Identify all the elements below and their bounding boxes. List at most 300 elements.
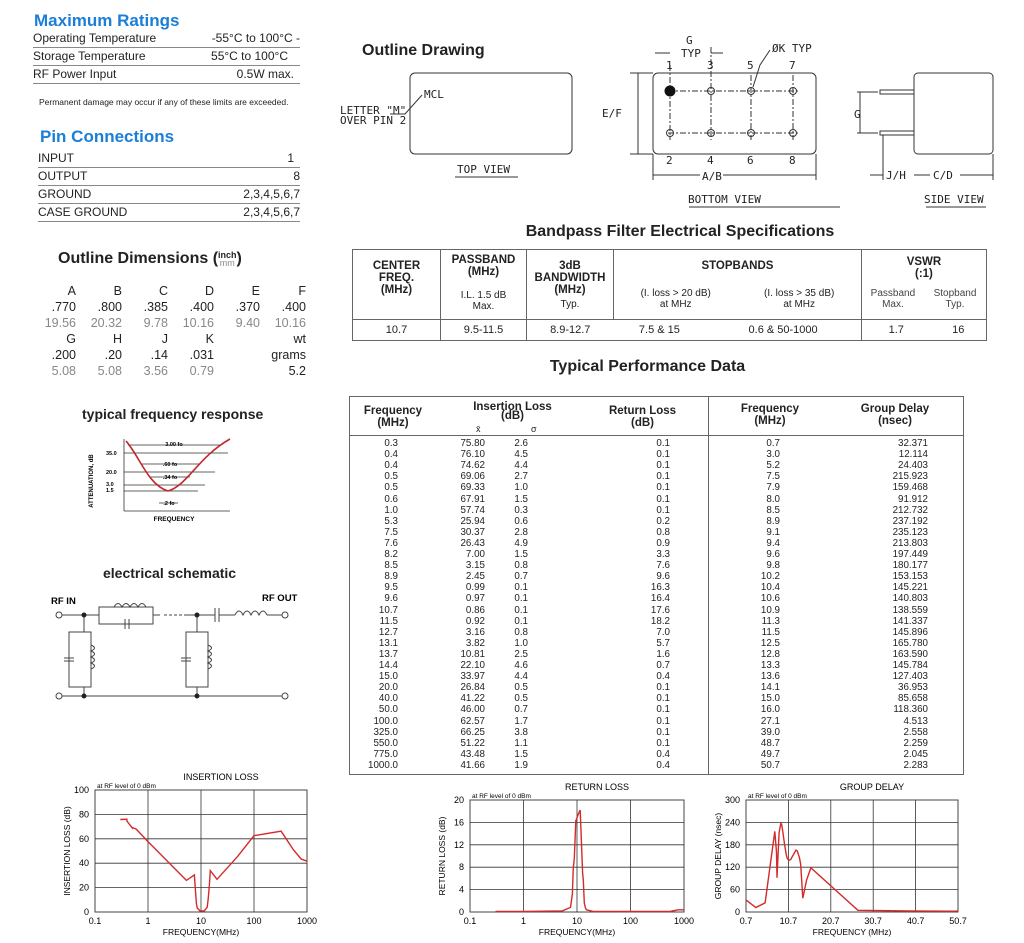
table-cell: 0.5 [384,471,398,483]
outline-dimensions-title: Outline Dimensions (inch mm ) [58,249,242,268]
stopband1-value: 7.5 & 15 [614,320,706,341]
table-cell: 5.7 [656,637,670,649]
freq-response-figure [80,435,240,525]
k-typ-label: ØK TYP [772,42,812,55]
table-cell: 75.80 [460,438,485,449]
table-cell: 127.403 [892,671,928,683]
spec-values-row [353,320,987,341]
y-tick-label: 180 [724,839,740,850]
table-cell: 14.1 [760,682,780,694]
table-cell: 1.6 [656,648,670,660]
table-cell: 0.8 [514,560,528,572]
dimension-cell: 9.40 [235,316,260,330]
table-cell: 26.43 [460,537,485,549]
table-cell: 36.953 [898,682,928,694]
table-cell: 145.896 [892,626,928,638]
attenuation-label: ATTENUATION, dB [89,454,95,508]
table-cell: 0.5 [514,693,528,705]
table-cell: 4.513 [903,715,928,727]
pin-number: 2 [666,154,673,167]
table-cell: 7.6 [384,537,398,549]
table-cell: 13.7 [378,648,398,660]
x-tick-label: 0.1 [88,916,102,926]
table-cell: 100.0 [373,715,398,727]
table-cell: 2.045 [903,748,928,760]
rating-value: 0.5W max. [236,67,294,81]
rating-label: Storage Temperature [33,49,146,63]
table-row [350,549,963,560]
table-cell: 12.5 [760,637,780,649]
pin-value: 1 [287,151,294,165]
table-cell: 325.0 [373,726,398,738]
table-row [350,749,963,760]
chart-title: RETURN LOSS [564,782,630,792]
header-bandwidth: 3dB BANDWIDTH (MHz) Typ. [527,250,614,320]
table-cell: 5.3 [384,515,398,527]
table-cell: 0.6 [384,493,398,505]
table-cell: 1.5 [514,549,528,560]
dimension-cell: .14 [150,348,168,362]
x-axis-label: FREQUENCY(MHz) [538,927,616,937]
y-tick-label: 0 [83,907,89,917]
table-cell: 0.1 [656,682,670,694]
ef-label: E/F [602,107,622,120]
x-tick-label: 0.7 [739,916,753,926]
group-delay-chart [705,780,975,943]
vswr-passband-value: 1.7 [861,320,930,341]
table-cell: 165.780 [892,637,928,649]
table-row [350,716,963,727]
x-tick-label: 40.7 [906,916,925,926]
width-label: .60 fo [162,462,178,468]
table-cell: 48.7 [760,737,780,749]
x-tick-label: 1000 [673,916,695,926]
width-label: .2 fo [163,501,175,507]
rating-value: 55°C to 100°C [211,49,288,63]
table-row [350,494,963,505]
table-cell: 3.3 [656,549,670,560]
table-cell: 0.1 [656,726,670,738]
y-axis-label: GROUP DELAY (nsec) [713,812,723,900]
chart-title: INSERTION LOSS [183,772,259,782]
table-cell: 41.22 [460,693,485,705]
x-tick-label: 1 [520,916,527,926]
table-cell: 3.0 [766,449,780,461]
pin-value: 8 [293,169,300,183]
table-cell: 16.4 [650,593,670,605]
table-cell: 12.114 [898,449,928,461]
table-row [350,482,963,493]
dimension-cell: .370 [235,300,260,314]
y-tick-label: 60 [729,884,740,895]
rating-value: -55°C to 100°C - [211,31,300,45]
x-axis-label: FREQUENCY(MHz) [162,927,240,937]
chart-subtitle: at RF level of 0 dBm [472,793,531,800]
table-cell: 9.1 [766,526,780,538]
table-cell: 0.1 [656,504,670,516]
letter-m-label: LETTER "M" [340,104,407,117]
chart-title: GROUP DELAY [839,782,905,792]
pin-number: 3 [707,59,714,72]
max-ratings-title: Maximum Ratings [34,11,180,30]
table-cell: 0.4 [656,759,670,771]
table-cell: 7.00 [465,549,485,560]
table-cell: 10.4 [760,582,780,594]
insertion-loss-chart [60,768,325,938]
y-tick-label: 12 [453,839,464,850]
table-cell: 39.0 [760,726,780,738]
table-cell: 40.0 [378,693,398,705]
pin-number: 7 [789,59,796,72]
table-cell: 0.6 [514,515,528,527]
table-cell: 33.97 [460,671,485,683]
table-row [350,671,963,682]
table-cell: 0.4 [656,671,670,683]
table-cell: 20.0 [378,682,398,694]
dimension-row [30,363,320,379]
table-row [350,660,963,671]
ratings-note: Permanent damage may occur if any of these limits are exceeded. [39,97,289,107]
table-row [350,449,963,460]
rf-in-label: RF IN [51,596,76,607]
table-cell: 0.1 [656,737,670,749]
table-cell: 7.5 [384,526,398,538]
table-cell: 141.337 [892,615,928,627]
table-cell: 0.1 [656,493,670,505]
dimension-cell: F [298,284,306,298]
dimension-cell: E [251,284,260,298]
table-cell: 10.9 [760,604,780,616]
table-cell: 0.1 [656,460,670,472]
dimension-cell: 0.79 [189,364,214,378]
dimension-cell: wt [293,332,306,346]
table-cell: 0.8 [656,526,670,538]
table-cell: 197.449 [892,549,928,560]
y-tick-label: 300 [724,795,740,805]
table-cell: 0.86 [465,604,485,616]
table-cell: 27.1 [760,715,780,727]
table-cell: 0.3 [384,438,398,449]
table-cell: 0.4 [384,449,398,461]
dimension-cell: grams [271,348,306,362]
table-cell: 1.0 [514,482,528,494]
table-cell: 159.468 [892,482,928,494]
y-tick-label: 20 [78,882,89,893]
dimension-cell: D [204,284,214,298]
bottom-view-body [653,73,816,154]
table-cell: 9.5 [384,582,398,594]
dimension-cell: 10.16 [274,316,306,330]
title-text: Outline Dimensions [58,250,209,267]
dimension-cell: C [158,284,168,298]
table-cell: 153.153 [892,571,928,583]
pin-value: 2,3,4,5,6,7 [243,187,300,201]
x-tick-label: 1000 [296,916,318,926]
table-cell: 10.2 [760,571,780,583]
table-cell: 2.259 [903,737,928,749]
table-row [350,693,963,704]
schematic-title: electrical schematic [103,565,237,581]
x-tick-label: 0.1 [463,916,477,926]
stopband2-value: 0.6 & 50-1000 [705,320,861,341]
table-cell: 13.1 [378,637,398,649]
table-cell: 3.16 [465,626,485,638]
table-cell: 66.25 [460,726,485,738]
table-cell: 0.1 [656,704,670,716]
table-row [350,571,963,582]
jh-label: J/H [886,169,906,182]
chart-subtitle: at RF level of 0 dBm [97,783,156,790]
table-cell: 0.92 [465,615,485,627]
table-cell: 118.360 [893,704,928,716]
dimension-cell [214,347,260,363]
table-cell: 3.8 [514,726,528,738]
table-cell: 0.1 [514,604,528,616]
spec-table-title: Bandpass Filter Electrical Specifications [525,223,835,240]
table-cell: 4.4 [514,460,528,472]
table-cell: 1.0 [514,637,528,649]
table-cell: 7.6 [656,560,670,572]
table-cell: 14.4 [378,660,398,671]
rf-out-label: RF OUT [262,593,298,604]
rating-label: Operating Temperature [33,31,157,45]
table-cell: 0.8 [514,626,528,638]
x-tick-label: 100 [246,916,262,926]
header-passband: PASSBAND (MHz) I.L. 1.5 dB Max. [441,250,527,320]
table-cell: 1.7 [514,715,528,727]
dimension-cell: .800 [97,300,122,314]
table-row [350,560,963,571]
table-cell: 2.8 [514,526,528,538]
dimensions-grid [30,283,320,379]
table-cell: 69.06 [460,471,485,483]
pin-label: INPUT [38,151,74,165]
table-cell: 11.5 [761,626,780,638]
table-cell: 69.33 [460,482,485,494]
dimension-cell: 19.56 [44,316,76,330]
table-cell: 9.8 [766,560,780,572]
y-tick-label: 240 [724,817,740,828]
x-tick-label: 10 [195,916,207,926]
outline-drawing [330,35,1020,215]
dimension-cell: .400 [189,300,214,314]
table-row [350,527,963,538]
y-tick-label: 100 [73,785,89,795]
freq-response-title: typical frequency response [82,406,264,422]
header-insertion-loss: Insertion Loss (dB) [473,401,552,422]
pin-number: 5 [747,59,754,72]
table-cell: 2.558 [903,726,928,738]
table-cell: 4.5 [514,449,528,461]
table-cell: 13.6 [760,671,780,683]
table-cell: 9.6 [766,549,780,560]
table-cell: 3.82 [465,637,485,649]
table-cell: 50.0 [378,704,398,716]
table-cell: 0.7 [514,704,528,716]
table-cell: 9.6 [384,593,398,605]
table-cell: 550.0 [373,737,398,749]
table-cell: 0.7 [766,438,780,449]
table-cell: 1.5 [514,493,528,505]
pin-label: CASE GROUND [38,205,128,219]
x-tick-label: 50.7 [949,916,967,926]
table-cell: 0.4 [384,460,398,472]
table-cell: 0.7 [656,660,670,671]
table-cell: 0.1 [514,593,528,605]
table-cell: 140.803 [892,593,928,605]
table-cell: 4.6 [514,660,528,671]
table-row [350,704,963,715]
header-sigma: σ [531,424,537,434]
dimension-cell: .385 [143,300,168,314]
table-cell: 163.590 [892,648,928,660]
table-cell: 8.5 [766,504,780,516]
table-cell: 215.923 [892,471,928,483]
passband-value: 9.5-11.5 [441,320,527,341]
center-freq-value: 10.7 [353,320,441,341]
table-cell: 11.3 [761,615,780,627]
table-cell: 7.9 [766,482,780,494]
table-row [350,605,963,616]
rating-label: RF Power Input [33,67,117,81]
table-cell: 0.4 [656,748,670,760]
pin-value: 2,3,4,5,6,7 [243,205,300,219]
table-cell: 25.94 [460,515,485,527]
table-cell: 51.22 [460,737,485,749]
y-axis-label: INSERTION LOSS (dB) [62,806,72,896]
typ-label: TYP [681,47,701,60]
table-cell: 0.99 [465,582,485,594]
table-row [350,760,963,771]
table-cell: 8.0 [766,493,780,505]
ab-label: A/B [702,170,722,183]
y-tick-label: 8 [458,862,464,873]
dimension-row [30,331,320,347]
table-row [350,460,963,471]
table-cell: 15.0 [378,671,398,683]
electrical-schematic [40,585,320,705]
table-row [350,727,963,738]
table-cell: 15.0 [760,693,780,705]
table-cell: 9.4 [766,537,780,549]
y-tick-label: 60 [78,833,89,844]
table-cell: 2.45 [465,571,485,583]
x-tick-label: 1 [145,916,151,926]
table-cell: 10.6 [760,593,780,605]
table-cell: 4.4 [514,671,528,683]
table-row [350,593,963,604]
table-cell: 85.658 [898,693,928,705]
table-row [350,682,963,693]
table-cell: 0.5 [384,482,398,494]
outline-drawing-title: Outline Drawing [362,42,485,59]
table-cell: 2.283 [903,759,928,771]
dimension-cell: 3.56 [143,364,168,378]
pin-number: 1 [666,59,673,72]
return-loss-chart [430,780,700,943]
pin1-marker [665,86,676,97]
dimension-cell [214,331,260,347]
table-cell: 0.1 [656,693,670,705]
side-view-label: SIDE VIEW [924,193,984,206]
width-label: 3.00 fo [165,442,183,448]
table-cell: 0.1 [656,482,670,494]
y-tick-label: 40 [78,858,89,869]
table-cell: 145.221 [892,582,928,594]
table-cell: 145.784 [892,660,928,671]
table-cell: 1000.0 [368,759,398,771]
table-cell: 46.00 [460,704,485,716]
table-row [350,471,963,482]
y-tick-label: 80 [78,809,89,820]
pin-row [38,204,300,222]
table-cell: 8.2 [384,549,398,560]
table-cell: 0.5 [514,682,528,694]
dimension-row [30,315,320,331]
table-cell: 62.57 [460,715,485,727]
table-cell: 22.10 [460,660,485,671]
dimension-cell: .200 [51,348,76,362]
y-tick-label: 4 [458,884,464,895]
perf-table-title: Typical Performance Data [549,358,746,375]
pin-number: 8 [789,154,796,167]
dimension-cell: B [113,284,122,298]
y-tick-label: 16 [453,817,464,828]
pin-row [38,186,300,204]
y-tick-label: 0 [458,907,464,917]
side-view-body [914,73,993,154]
unit-inch: inch [218,249,237,260]
x-tick-label: 20.7 [822,916,840,926]
table-cell: 57.74 [460,504,485,516]
header-mean: x̄ [476,424,481,434]
rating-row [33,48,300,66]
table-cell: 10.81 [460,648,485,660]
table-cell: 2.5 [514,648,528,660]
table-cell: 67.91 [460,493,485,505]
width-label: .34 fo [162,475,178,481]
table-cell: 30.37 [460,526,485,538]
x-tick-label: 10.7 [779,916,798,926]
x-axis-label: FREQUENCY (MHz) [812,927,892,937]
table-cell: 17.6 [650,604,670,616]
mcl-label: MCL [424,88,444,101]
table-cell: 8.5 [384,560,398,572]
dimension-cell: K [205,332,214,346]
table-cell: 0.1 [656,471,670,483]
table-cell: 2.7 [514,471,528,483]
table-cell: 180.177 [892,560,928,572]
dimension-cell: 9.78 [143,316,168,330]
dimension-cell: .20 [104,348,122,362]
dimension-row [30,347,320,363]
table-cell: 0.1 [656,449,670,461]
dimension-cell [214,363,260,379]
table-cell: 0.2 [656,515,670,527]
table-cell: 138.559 [892,604,928,616]
vswr-stopband-value: 16 [931,320,987,341]
table-cell: 0.97 [465,593,485,605]
dimension-cell: 5.08 [51,364,76,378]
rating-row [33,66,300,84]
table-cell: 26.84 [460,682,485,694]
table-cell: 7.5 [766,471,780,483]
x-tick-label: 100 [622,916,639,926]
pin-number: 6 [747,154,754,167]
bandwidth-value: 8.9-12.7 [527,320,614,341]
table-cell: 1.0 [384,504,398,516]
dimension-row [30,283,320,299]
